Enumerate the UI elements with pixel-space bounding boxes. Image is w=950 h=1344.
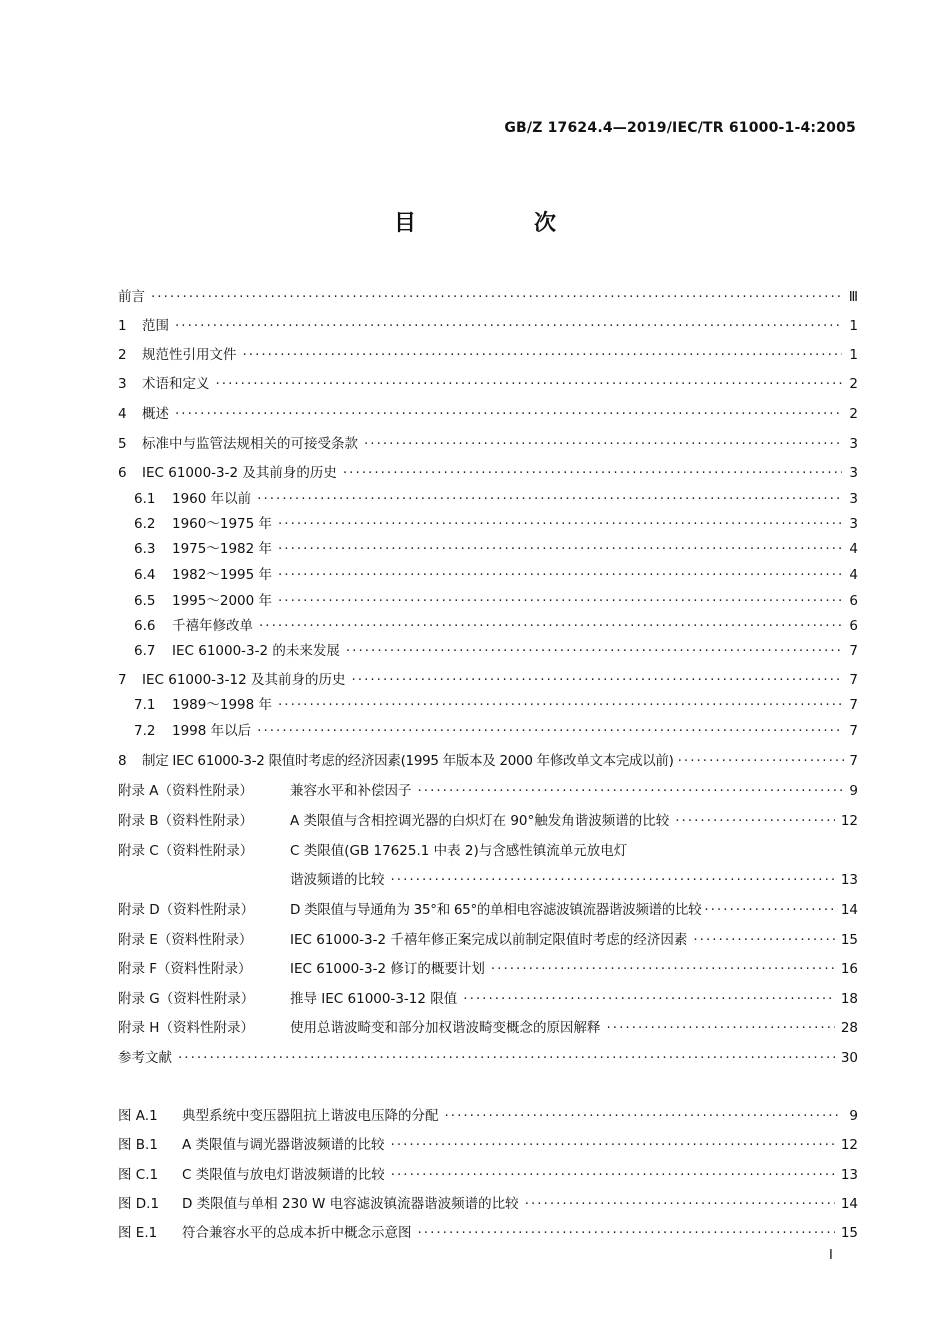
toc-entry-foreword[interactable] — [118, 286, 858, 308]
toc-entry-1[interactable] — [118, 315, 858, 337]
toc-entry-number: 1 — [118, 318, 127, 334]
leader-dots — [278, 564, 842, 586]
toc-entry-annex-d[interactable] — [118, 899, 858, 921]
toc-entry-6-4[interactable] — [118, 564, 858, 586]
toc-entry-text: 1989～1998 年 — [172, 697, 273, 713]
toc-entry-text: 规范性引用文件 — [142, 347, 237, 363]
figure-page: 15 — [840, 1225, 858, 1241]
toc-entry-page: 30 — [840, 1050, 858, 1066]
toc-entry-text: 参考文献 — [118, 1050, 172, 1066]
toc-entry-page: 18 — [840, 991, 858, 1007]
toc-entry-number: 6.7 — [134, 643, 156, 659]
toc-entry-number: 6.3 — [134, 541, 156, 557]
figure-entry-a1[interactable] — [118, 1105, 858, 1127]
toc-entry-number: 6.4 — [134, 567, 156, 583]
leader-dots — [278, 513, 842, 535]
leader-dots — [678, 750, 844, 772]
toc-entry-6-5[interactable] — [118, 590, 858, 612]
toc-entry-number: 7.2 — [134, 723, 156, 739]
annex-label: 附录 H（资料性附录） — [118, 1020, 254, 1036]
leader-dots — [259, 615, 842, 637]
leader-dots — [364, 433, 842, 455]
toc-entry-text: IEC 61000-3-2 及其前身的历史 — [142, 465, 337, 481]
figure-number: 图 D.1 — [118, 1196, 160, 1212]
leader-dots — [175, 403, 842, 425]
toc-entry-page: 7 — [849, 723, 858, 739]
toc-entry-number: 2 — [118, 347, 127, 363]
annex-label: 附录 G（资料性附录） — [118, 991, 255, 1007]
toc-entry-annex-a[interactable] — [118, 780, 858, 802]
toc-entry-7-1[interactable] — [118, 694, 858, 716]
toc-entry-annex-f[interactable] — [118, 958, 858, 980]
leader-dots — [343, 462, 842, 484]
toc-entry-page: 28 — [840, 1020, 858, 1036]
figure-entry-c1[interactable] — [118, 1164, 858, 1186]
toc-entry-page: 12 — [840, 813, 858, 829]
figure-page: 9 — [849, 1108, 858, 1124]
toc-entry-7-2[interactable] — [118, 720, 858, 742]
toc-entry-page: Ⅲ — [848, 289, 858, 305]
toc-entry-page: 1 — [849, 318, 858, 334]
toc-entry-number: 6.2 — [134, 516, 156, 532]
toc-entry-text: IEC 61000-3-2 的未来发展 — [172, 643, 340, 659]
figure-page: 13 — [840, 1167, 858, 1183]
standard-code: GB/Z 17624.4—2019/IEC/TR 61000-1-4:2005 — [504, 120, 856, 136]
toc-entry-6-6[interactable] — [118, 615, 858, 637]
leader-dots — [278, 694, 842, 716]
page-number: I — [829, 1248, 833, 1263]
toc-entry-text: 1982～1995 年 — [172, 567, 273, 583]
leader-dots — [351, 669, 842, 691]
toc-entry-6-2[interactable] — [118, 513, 858, 535]
leader-dots — [216, 373, 843, 395]
leader-dots — [525, 1193, 835, 1215]
toc-entry-number: 3 — [118, 376, 127, 392]
toc-entry-page: 3 — [849, 465, 858, 481]
toc-entry-text: 使用总谐波畸变和部分加权谐波畸变概念的原因解释 — [290, 1020, 601, 1036]
figure-number: 图 E.1 — [118, 1225, 158, 1241]
toc-entry-6[interactable] — [118, 462, 858, 484]
toc-entry-text: 1998 年以后 — [172, 723, 252, 739]
annex-label: 附录 F（资料性附录） — [118, 961, 252, 977]
toc-entry-page: 3 — [849, 436, 858, 452]
toc-entry-text: 制定 IEC 61000-3-2 限值时考虑的经济因素(1995 年版本及 2000 年修改单文本完成以前) — [142, 753, 674, 769]
toc-entry-text: IEC 61000-3-12 及其前身的历史 — [142, 672, 346, 688]
toc-entry-annex-c-continued[interactable] — [118, 869, 858, 891]
toc-entry-annex-c[interactable] — [118, 840, 858, 862]
leader-dots — [704, 899, 837, 921]
toc-entry-page: 7 — [849, 672, 858, 688]
leader-dots — [391, 1164, 835, 1186]
toc-entry-page: 2 — [849, 406, 858, 422]
leader-dots — [675, 810, 835, 832]
toc-entry-page: 7 — [849, 753, 858, 769]
toc-entry-text: 前言 — [118, 289, 145, 305]
toc-entry-page: 15 — [840, 932, 858, 948]
toc-entry-page: 3 — [849, 491, 858, 507]
toc-entry-number: 6.6 — [134, 618, 156, 634]
toc-entry-6-7[interactable] — [118, 640, 858, 662]
figure-number: 图 A.1 — [118, 1108, 158, 1124]
toc-entry-annex-h[interactable] — [118, 1017, 858, 1039]
toc-entry-text: 推导 IEC 61000-3-12 限值 — [290, 991, 458, 1007]
toc-entry-8[interactable] — [118, 750, 858, 772]
toc-entry-6-3[interactable] — [118, 538, 858, 560]
toc-entry-page: 3 — [849, 516, 858, 532]
page-title: 目 次 — [393, 211, 604, 236]
toc-entry-text: IEC 61000-3-2 修订的概要计划 — [290, 961, 485, 977]
toc-entry-number: 6.1 — [134, 491, 156, 507]
toc-entry-3[interactable] — [118, 373, 858, 395]
toc-entry-number: 4 — [118, 406, 127, 422]
figure-text: 典型系统中变压器阻抗上谐波电压降的分配 — [182, 1108, 439, 1124]
annex-label: 附录 C（资料性附录） — [118, 843, 254, 859]
figure-text: 符合兼容水平的总成本折中概念示意图 — [182, 1225, 412, 1241]
leader-dots — [278, 538, 842, 560]
toc-entry-annex-g[interactable] — [118, 988, 858, 1010]
leader-dots — [151, 286, 842, 308]
toc-entry-6-1[interactable] — [118, 488, 858, 510]
toc-entry-text: IEC 61000-3-2 千禧年修正案完成以前制定限值时考虑的经济因素 — [290, 932, 688, 948]
annex-label: 附录 B（资料性附录） — [118, 813, 254, 829]
leader-dots — [257, 488, 842, 510]
figure-text: D 类限值与单相 230 W 电容滤波镇流器谐波频谱的比较 — [182, 1196, 519, 1212]
toc-entry-number: 5 — [118, 436, 127, 452]
leader-dots — [391, 869, 835, 891]
toc-entry-text: 术语和定义 — [142, 376, 210, 392]
leader-dots — [278, 590, 842, 612]
figure-entry-b1[interactable] — [118, 1134, 858, 1156]
leader-dots — [463, 988, 835, 1010]
toc-entry-page: 13 — [840, 872, 858, 888]
toc-entry-4[interactable] — [118, 403, 858, 425]
toc-entry-number: 7.1 — [134, 697, 156, 713]
toc-entry-page: 1 — [849, 347, 858, 363]
toc-entry-page: 4 — [849, 541, 858, 557]
toc-entry-page: 9 — [849, 783, 858, 799]
toc-entry-text: 1960～1975 年 — [172, 516, 273, 532]
toc-entry-text: D 类限值与导通角为 35°和 65°的单相电容滤波镇流器谐波频谱的比较 — [290, 902, 702, 918]
toc-entry-2[interactable] — [118, 344, 858, 366]
leader-dots — [418, 1222, 835, 1244]
leader-dots — [607, 1017, 835, 1039]
toc-entry-7[interactable] — [118, 669, 858, 691]
toc-entry-text: 千禧年修改单 — [172, 618, 253, 634]
toc-entry-annex-b[interactable] — [118, 810, 858, 832]
toc-entry-annex-e[interactable] — [118, 929, 858, 951]
leader-dots — [693, 929, 834, 951]
leader-dots — [418, 780, 843, 802]
toc-entry-5[interactable] — [118, 433, 858, 455]
annex-label: 附录 D（资料性附录） — [118, 902, 255, 918]
figure-entry-d1[interactable] — [118, 1193, 858, 1215]
toc-entry-text: 概述 — [142, 406, 169, 422]
leader-dots — [391, 1134, 835, 1156]
annex-label: 附录 E（资料性附录） — [118, 932, 253, 948]
toc-entry-page: 14 — [840, 902, 858, 918]
toc-entry-text: 1995～2000 年 — [172, 593, 273, 609]
leader-dots — [257, 720, 842, 742]
toc-entry-page: 2 — [849, 376, 858, 392]
toc-entry-text: 范围 — [142, 318, 169, 334]
figure-number: 图 B.1 — [118, 1137, 158, 1153]
toc-entry-text: 1975～1982 年 — [172, 541, 273, 557]
figure-text: C 类限值与放电灯谐波频谱的比较 — [182, 1167, 385, 1183]
leader-dots — [445, 1105, 843, 1127]
figure-number: 图 C.1 — [118, 1167, 159, 1183]
toc-entry-number: 7 — [118, 672, 127, 688]
toc-entry-page: 6 — [849, 618, 858, 634]
figure-page: 14 — [840, 1196, 858, 1212]
toc-entry-number: 8 — [118, 753, 127, 769]
toc-entry-text: 标准中与监管法规相关的可接受条款 — [142, 436, 358, 452]
toc-entry-number: 6.5 — [134, 593, 156, 609]
toc-entry-text: 1960 年以前 — [172, 491, 252, 507]
toc-entry-text: 兼容水平和补偿因子 — [290, 783, 412, 799]
toc-entry-page: 6 — [849, 593, 858, 609]
figure-entry-e1[interactable] — [118, 1222, 858, 1244]
toc-entry-text: A 类限值与含相控调光器的白炽灯在 90°触发角谐波频谱的比较 — [290, 813, 670, 829]
leader-dots — [491, 958, 835, 980]
leader-dots — [243, 344, 843, 366]
toc-entry-page: 7 — [849, 697, 858, 713]
toc-entry-page: 16 — [840, 961, 858, 977]
figure-page: 12 — [840, 1137, 858, 1153]
toc-entry-number: 6 — [118, 465, 127, 481]
leader-dots — [178, 1047, 835, 1069]
leader-dots — [346, 640, 842, 662]
toc-entry-page: 4 — [849, 567, 858, 583]
toc-entry-page: 7 — [849, 643, 858, 659]
toc-entry-text: C 类限值(GB 17625.1 中表 2)与含感性镇流单元放电灯 — [290, 843, 628, 859]
figure-text: A 类限值与调光器谐波频谱的比较 — [182, 1137, 385, 1153]
annex-label: 附录 A（资料性附录） — [118, 783, 254, 799]
toc-entry-bibliography[interactable] — [118, 1047, 858, 1069]
toc-entry-text: 谐波频谱的比较 — [290, 872, 385, 888]
leader-dots — [175, 315, 842, 337]
